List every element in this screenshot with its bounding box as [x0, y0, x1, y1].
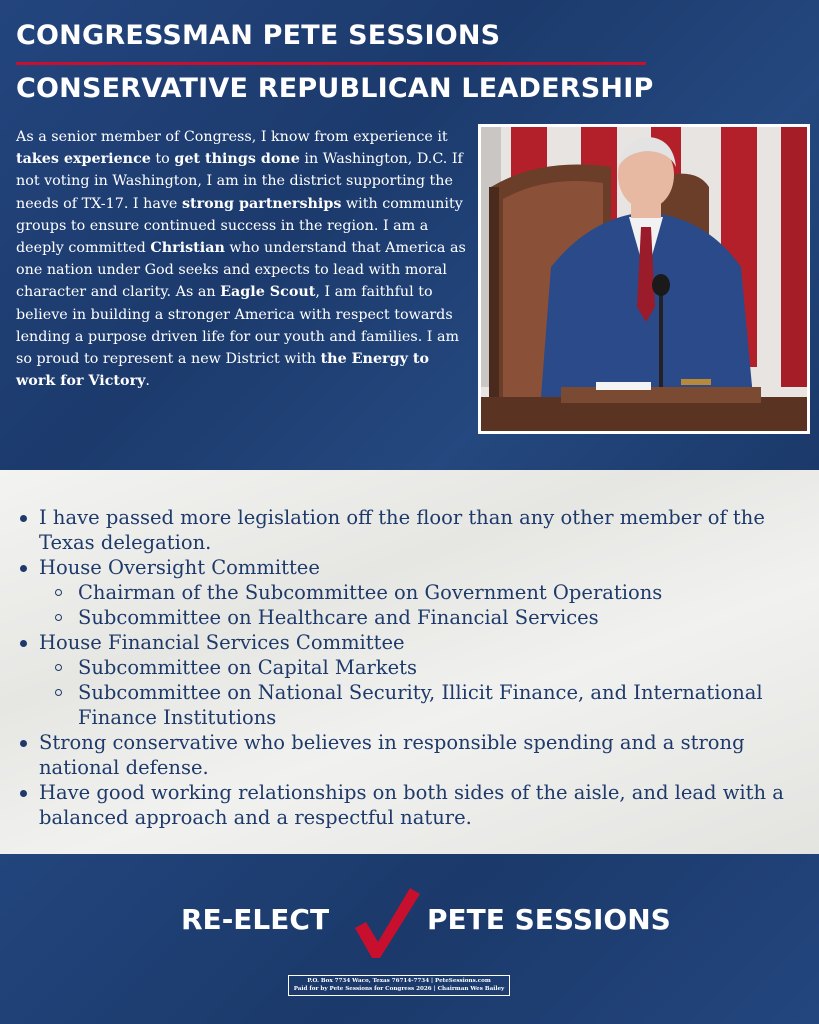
list-subitem-text: Subcommittee on Capital Markets	[78, 656, 418, 679]
checkmark-icon	[352, 884, 422, 960]
bullet-icon	[20, 790, 27, 797]
accomplishments-list	[0, 505, 805, 830]
intro-emphasis: the Energy to work for Victory	[16, 351, 429, 390]
candidate-name-label: PETE SESSIONS	[427, 903, 671, 936]
list-item-text: Have good working relationships on both sides of the aisle, and lead with a balanced approach and a respectful nature.	[39, 781, 784, 829]
candidate-photo	[478, 124, 810, 434]
list-subitem	[0, 605, 805, 630]
intro-text: to	[150, 151, 175, 168]
list-item-text: House Oversight Committee	[39, 556, 320, 579]
list-item	[0, 730, 805, 780]
hollow-bullet-icon	[55, 614, 62, 621]
list-subitem-text: Subcommittee on National Security, Illicit Finance, and International Finance Institutions	[78, 681, 763, 729]
disclaimer-address: P.O. Box 7734 Waco, Texas 76714-7734 | PeteSessions.com	[307, 978, 491, 984]
list-item-text: I have passed more legislation off the floor than any other member of the Texas delegation.	[39, 506, 765, 554]
hollow-bullet-icon	[55, 664, 62, 671]
disclaimer-paid-for: Paid for by Pete Sessions for Congress 2026 | Chairman Wes Bailey	[293, 986, 505, 992]
intro-text: in Washington, D.C. If not voting in Washington, I am in the district supporting the needs of TX-17. I have	[16, 151, 463, 212]
intro-emphasis: Christian	[150, 240, 225, 257]
list-subitem	[0, 655, 805, 680]
list-subitem	[0, 580, 805, 605]
list-item-text: House Financial Services Committee	[39, 631, 405, 654]
list-item-text: Strong conservative who believes in responsible spending and a strong national defense.	[39, 731, 745, 779]
intro-text: , I am faithful to believe in building a stronger America with respect towards lending a purpose driven life for our youth and families. I am so proud to represent a new District with	[16, 284, 460, 368]
intro-emphasis: Eagle Scout	[220, 284, 316, 301]
bullet-icon	[20, 515, 27, 522]
bullet-icon	[20, 740, 27, 747]
intro-text: .	[145, 373, 150, 390]
list-item	[0, 630, 805, 655]
page-subtitle: CONSERVATIVE REPUBLICAN LEADERSHIP	[16, 73, 654, 104]
intro-text: who understand that America as one nation under God seeks and expects to lead with moral character and clarity. As an	[16, 240, 466, 301]
red-divider	[16, 62, 646, 65]
intro-emphasis: get things done	[174, 151, 300, 168]
intro-paragraph	[16, 126, 468, 392]
bullet-icon	[20, 640, 27, 647]
paid-for-disclaimer	[288, 975, 510, 996]
list-subitem-text: Chairman of the Subcommittee on Government Operations	[78, 581, 663, 604]
hollow-bullet-icon	[55, 589, 62, 596]
list-subitem	[0, 680, 805, 730]
intro-emphasis: strong partnerships	[181, 195, 342, 212]
list-item	[0, 555, 805, 580]
intro-text: with community groups to ensure continued success in the region. I am a deeply committed	[16, 195, 463, 257]
candidate-photo-illustration	[481, 127, 807, 431]
page-title: CONGRESSMAN PETE SESSIONS	[16, 20, 501, 51]
intro-emphasis: takes experience	[16, 151, 151, 168]
list-subitem-text: Subcommittee on Healthcare and Financial Services	[78, 606, 599, 629]
intro-text: As a senior member of Congress, I know from experience it	[16, 129, 448, 145]
hollow-bullet-icon	[55, 689, 62, 696]
reelect-label: RE-ELECT	[181, 903, 330, 936]
list-item	[0, 505, 805, 555]
list-item	[0, 780, 805, 830]
bullet-icon	[20, 565, 27, 572]
